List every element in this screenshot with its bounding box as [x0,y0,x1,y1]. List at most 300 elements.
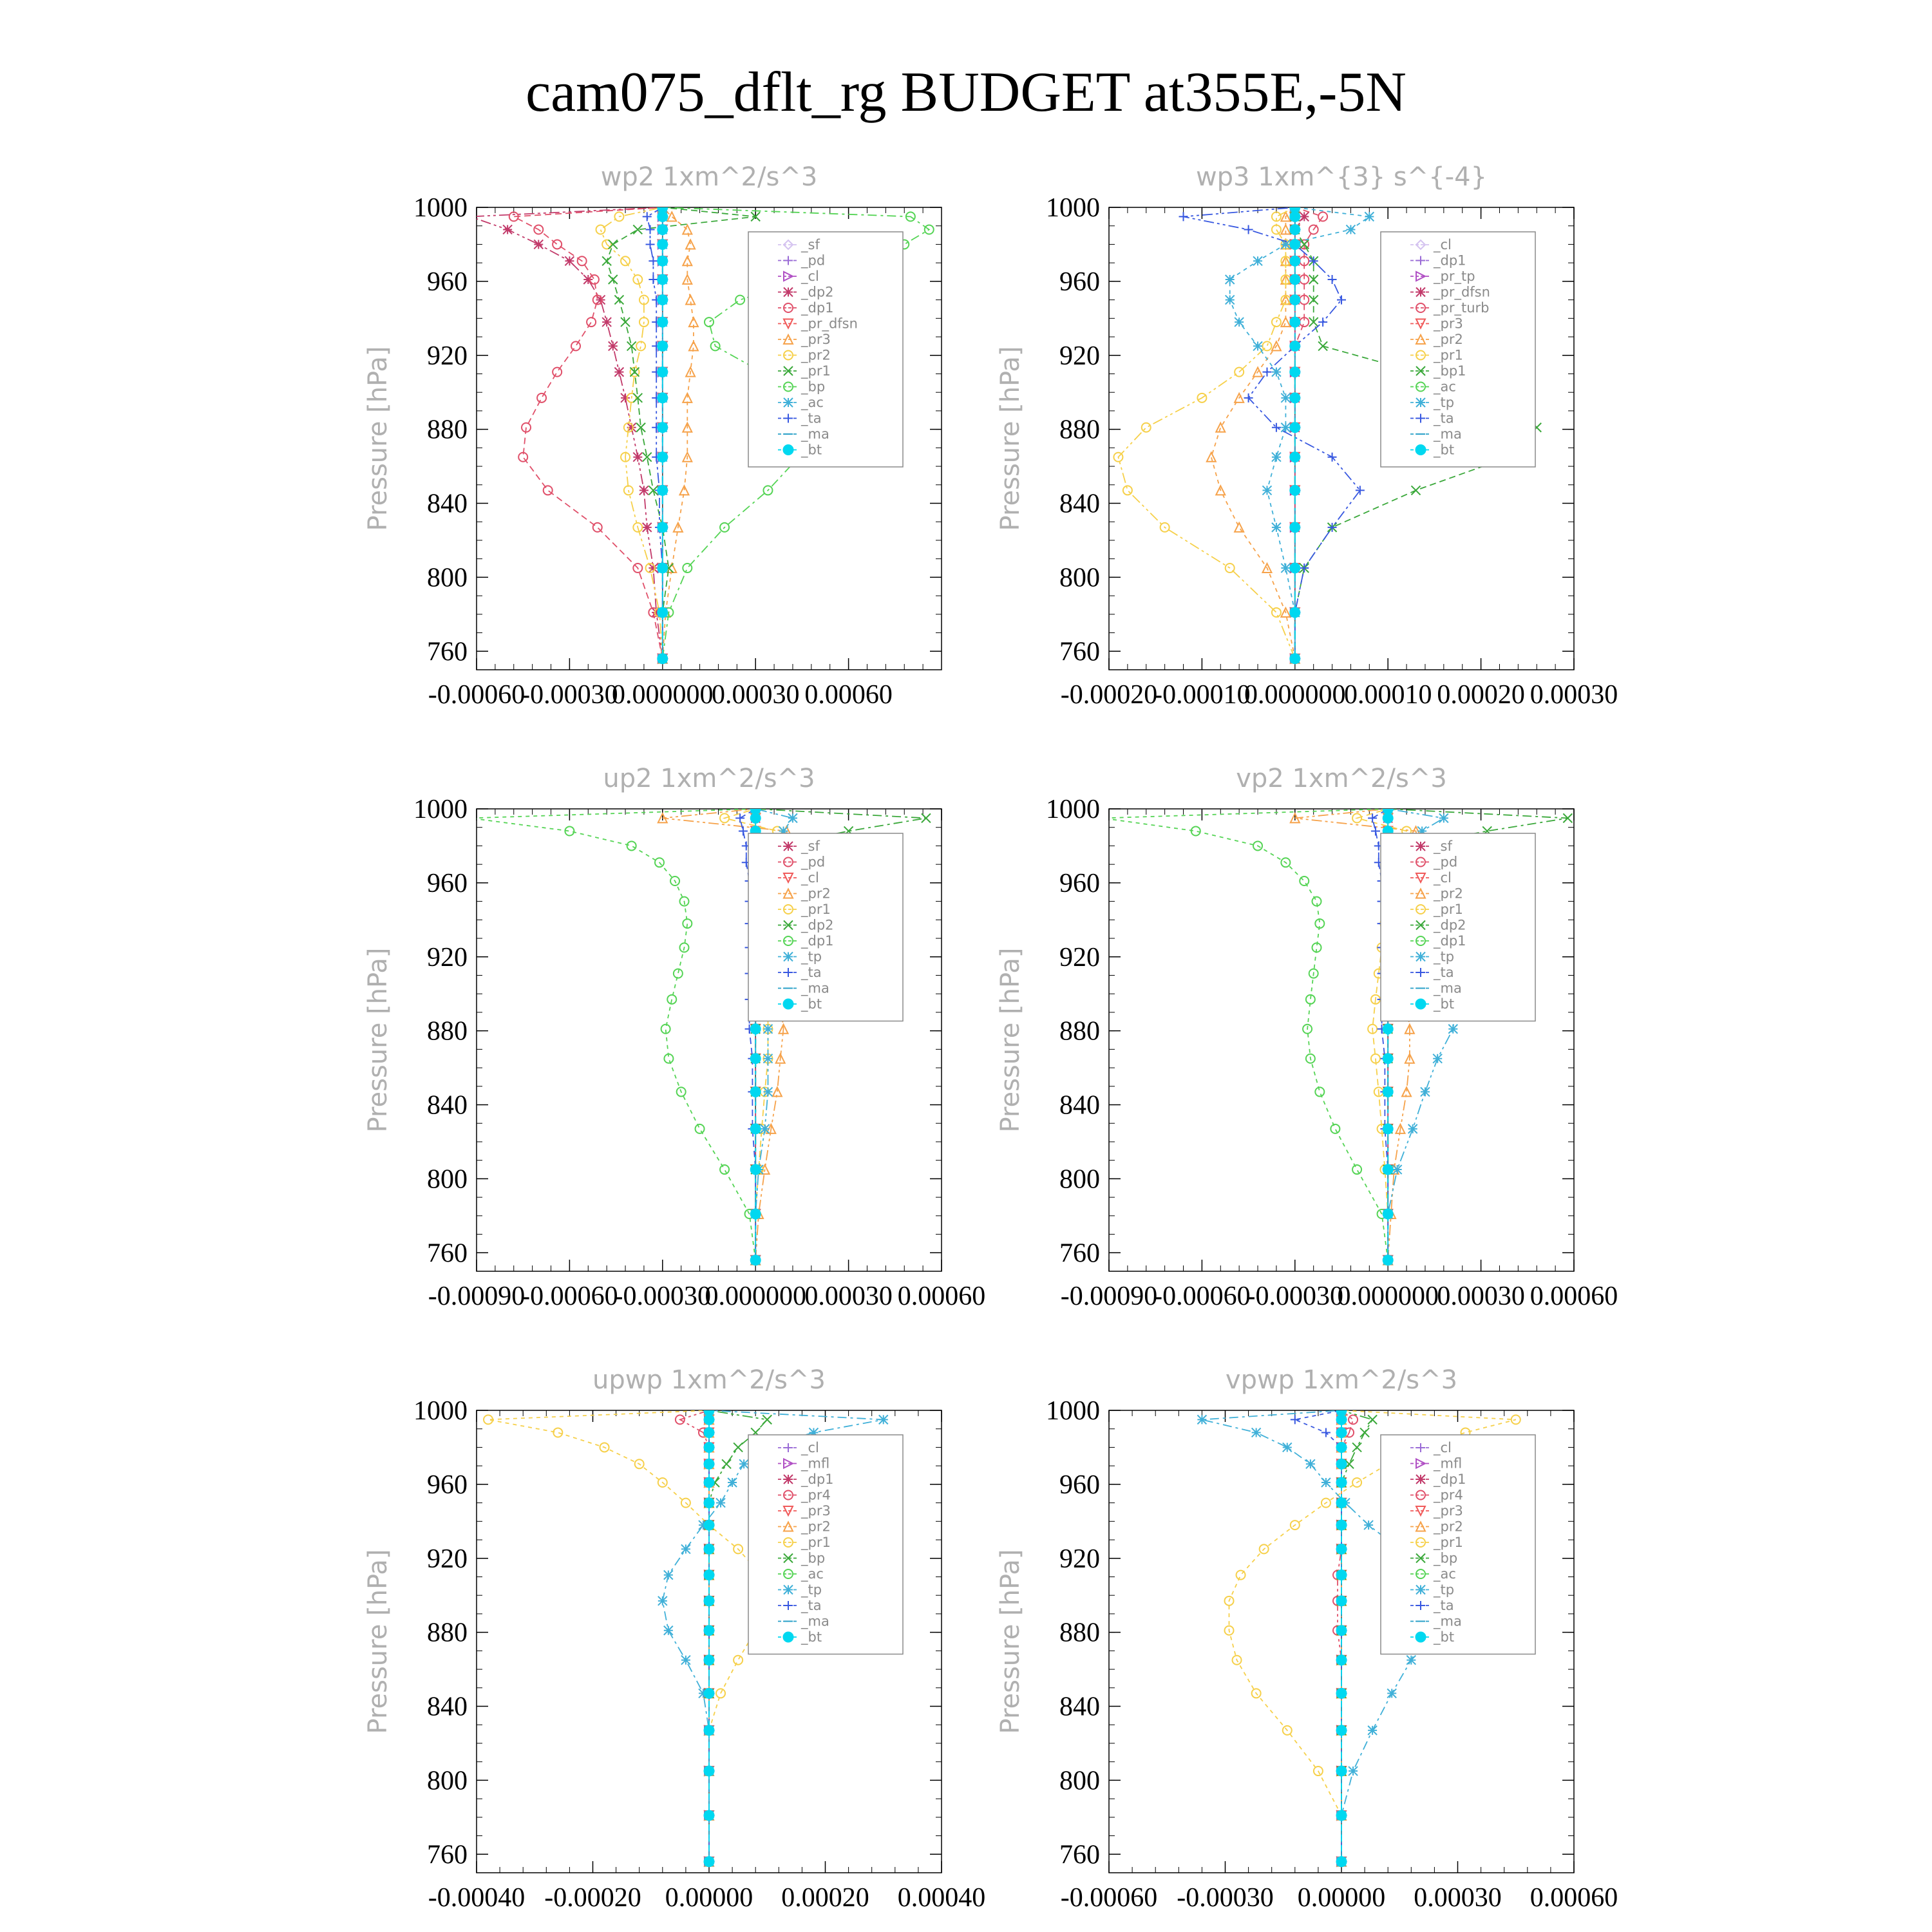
legend-label: _pr_tp [1434,269,1475,284]
x-tick-label: 0.00060 [804,680,893,710]
panel-title: vp2 1xm^2/s^3 [1236,764,1447,793]
legend-label: _bt [801,1629,822,1645]
data-point [1197,1415,1206,1424]
y-tick-label: 840 [427,1692,468,1722]
data-point [704,1596,714,1606]
legend-label: _sf [801,838,820,854]
y-tick-label: 800 [427,1766,468,1796]
y-axis-label: Pressure [hPa] [363,947,393,1133]
legend-label: _mfl [801,1455,830,1472]
data-point [750,1164,761,1175]
data-point [739,1459,748,1468]
x-tick-label: -0.00020 [544,1883,641,1913]
x-tick-label: 0.00030 [1530,680,1618,710]
legend-label: _pr1 [801,1535,831,1550]
data-point [704,1544,714,1554]
data-point [1290,563,1300,573]
data-point [1290,211,1300,222]
legend-label: _pr1 [1434,347,1463,363]
y-tick-label: 760 [1059,637,1100,667]
legend [748,1435,903,1654]
legend-marker [1416,445,1426,455]
data-point [658,224,668,234]
y-tick-label: 920 [427,1544,468,1574]
data-point [1336,1427,1347,1437]
data-point [664,1626,673,1635]
data-point [1252,1428,1261,1437]
y-axis-label: Pressure [hPa] [996,346,1025,531]
legend-marker [1416,1475,1425,1484]
x-tick-label: -0.00030 [521,680,618,710]
legend-label: _pr1 [801,902,831,917]
legend-label: _pr1 [801,363,831,379]
data-point [681,1656,690,1665]
data-point [1433,1054,1442,1063]
data-point [1336,1688,1347,1698]
data-point [1393,1165,1402,1174]
y-tick-label: 760 [427,1238,468,1269]
data-point [728,1478,737,1487]
legend-label: _cl [801,1440,819,1455]
data-point [1272,523,1281,532]
legend-label: _pr3 [1434,1503,1463,1519]
legend-label: _dp1 [1434,252,1466,269]
legend-label: _tp [1434,949,1455,965]
legend-marker [1416,1632,1426,1642]
data-point [704,1477,714,1488]
y-axis-label: Pressure [hPa] [996,947,1025,1133]
data-point [1336,1725,1347,1736]
y-tick-label: 760 [427,1840,468,1870]
data-point [1290,654,1300,664]
y-tick-label: 760 [1059,1840,1100,1870]
legend-marker [784,288,793,297]
x-tick-label: -0.00040 [428,1883,526,1913]
data-point [750,1086,761,1097]
legend-label: _pr3 [1434,316,1463,332]
legend-label: _bp [801,1550,826,1566]
data-point [704,1414,714,1425]
data-point [1346,225,1355,234]
legend-label: _pr4 [1434,1487,1463,1503]
data-point [658,563,668,573]
panel-title: vpwp 1xm^2/s^3 [1225,1365,1458,1395]
x-tick-label: -0.00010 [1153,680,1251,710]
legend-label: _ta [801,1598,822,1613]
legend-marker [1416,288,1425,297]
y-tick-label: 960 [427,868,468,898]
legend-label: _dp1 [1434,933,1466,949]
data-point [750,1124,761,1134]
legend-label: _dp1 [801,300,834,316]
y-tick-label: 880 [427,1016,468,1046]
y-tick-label: 760 [1059,1238,1100,1269]
legend-label: _tp [1434,1582,1455,1598]
legend-marker [784,398,793,407]
data-point [704,1442,714,1452]
data-point [1336,1810,1347,1821]
data-point [1290,239,1300,249]
data-point [704,1725,714,1736]
y-tick-label: 960 [427,267,468,297]
legend-label: _ac [1434,1566,1456,1582]
legend-label: _cl [1434,870,1452,886]
data-point [750,1024,761,1034]
legend-label: _pd [1434,854,1458,870]
x-tick-label: -0.00090 [1060,1282,1158,1311]
legend-label: _pr2 [801,347,831,363]
legend-label: _bt [801,996,822,1012]
data-point [658,211,668,222]
data-point [658,341,668,351]
data-point [658,1596,667,1605]
data-point [609,341,618,350]
y-tick-label: 920 [427,341,468,371]
y-tick-label: 960 [1059,1470,1100,1500]
data-point [704,1459,714,1469]
legend-label: _dp2 [801,917,834,933]
x-tick-label: 0.000000 [612,680,714,710]
data-point [1321,1478,1331,1487]
panel-title: up2 1xm^2/s^3 [603,764,815,793]
legend-label: _bt [1434,442,1455,458]
y-tick-label: 920 [1059,341,1100,371]
legend-label: _tp [801,1582,822,1598]
data-point [658,295,668,305]
legend-label: _dp1 [801,1472,834,1487]
legend-label: _pr3 [801,332,831,347]
data-point [1235,317,1244,327]
x-tick-label: -0.00060 [521,1282,618,1311]
data-point [750,1255,761,1265]
data-point [503,225,512,234]
x-tick-label: 0.000000 [705,1282,806,1311]
x-tick-label: -0.00060 [428,680,526,710]
data-point [1383,1209,1393,1219]
y-tick-label: 800 [427,1164,468,1195]
data-point [1290,256,1300,266]
legend-label: _ma [1434,1613,1462,1629]
y-tick-label: 880 [427,415,468,445]
data-point [658,239,668,249]
data-point [763,1087,772,1096]
y-tick-label: 840 [1059,489,1100,519]
y-tick-label: 840 [1059,1090,1100,1121]
data-point [1290,317,1300,327]
data-point [1290,485,1300,495]
y-tick-label: 800 [1059,1766,1100,1796]
data-point [1336,1477,1347,1488]
data-point [1290,274,1300,285]
y-axis-label: Pressure [hPa] [363,346,393,531]
data-point [534,240,543,249]
x-tick-label: 0.00030 [804,1282,893,1311]
data-point [750,813,761,823]
data-point [1306,1459,1315,1468]
legend-label: _pr1 [1434,902,1463,917]
legend-marker [784,842,793,851]
legend-label: _bp [801,379,826,395]
data-point [658,485,668,495]
legend-label: _cl [801,870,819,886]
x-tick-label: 0.000000 [1337,1282,1439,1311]
data-point [1336,1570,1347,1580]
data-point [704,1688,714,1698]
data-point [763,1025,772,1034]
legend-label: _bt [801,442,822,458]
legend-label: _cl [801,269,819,284]
data-point [1383,1024,1393,1034]
legend-label: _dp2 [1434,917,1466,933]
data-point [1290,452,1300,462]
legend-label: _pr_turb [1434,300,1490,316]
data-point [1290,224,1300,234]
data-point [1290,341,1300,351]
x-tick-label: -0.00030 [614,1282,712,1311]
data-point [704,1520,714,1530]
legend-label: _pr2 [1434,1519,1463,1535]
data-point [716,1499,725,1508]
data-point [1336,1857,1347,1867]
y-tick-label: 960 [427,1470,468,1500]
data-point [1283,1443,1292,1452]
y-tick-label: 880 [427,1618,468,1648]
legend-label: _pd [801,854,826,870]
legend-label: _bt [1434,996,1455,1012]
legend-label: _ta [1434,1598,1454,1613]
legend-label: _sf [1434,838,1452,854]
data-point [1406,1656,1416,1665]
legend-label: _pr1 [1434,1535,1463,1550]
data-point [1421,1087,1430,1096]
data-point [1290,422,1300,433]
data-point [658,607,668,618]
data-point [1349,1766,1358,1776]
data-point [565,256,574,265]
legend [748,833,903,1021]
legend-label: _ta [1434,965,1454,980]
legend-label: _ma [1434,426,1462,442]
data-point [1226,275,1235,284]
legend-label: _tp [801,949,822,965]
data-point [763,1054,772,1063]
data-point [1336,1766,1347,1776]
data-point [1336,1498,1347,1508]
x-tick-label: 0.00020 [781,1883,869,1913]
data-point [1336,1625,1347,1636]
x-tick-label: -0.00020 [1060,680,1158,710]
data-point [1383,813,1393,823]
data-point [681,1544,690,1553]
data-point [1281,423,1290,432]
data-point [1272,453,1281,462]
legend-label: _ta [801,965,822,980]
data-point [1290,367,1300,377]
data-point [1336,1520,1347,1530]
data-point [602,317,611,327]
data-point [1439,813,1448,822]
legend-label: _ta [1434,410,1454,426]
data-point [658,367,668,377]
legend-label: _ac [801,395,824,410]
data-point [1290,522,1300,533]
legend-marker [783,445,793,455]
panel-title: wp2 1xm^2/s^3 [600,162,818,192]
data-point [704,1857,714,1867]
y-tick-label: 920 [427,942,468,972]
data-point [1383,1124,1393,1134]
legend-label: _tp [1434,395,1455,410]
data-point [633,453,642,462]
y-tick-label: 840 [427,489,468,519]
legend-label: _pr_dfsn [1434,284,1490,300]
x-tick-label: -0.00060 [1153,1282,1251,1311]
y-tick-label: 920 [1059,1544,1100,1574]
x-tick-label: 0.00020 [1437,680,1525,710]
data-point [704,1810,714,1821]
data-point [704,1625,714,1636]
data-point [664,1571,673,1580]
legend-marker [1416,398,1425,407]
legend [1381,232,1535,467]
y-axis-label: Pressure [hPa] [996,1549,1025,1734]
data-point [1281,564,1290,573]
legend [1381,1435,1535,1654]
data-point [1272,368,1281,377]
data-point [1383,1255,1393,1265]
data-point [658,274,668,285]
data-point [658,452,668,462]
legend-label: _dp1 [1434,1472,1466,1487]
x-tick-label: -0.00090 [428,1282,526,1311]
data-point [1290,607,1300,618]
data-point [1383,1054,1393,1064]
y-tick-label: 960 [1059,868,1100,898]
y-tick-label: 1000 [413,795,468,824]
y-tick-label: 800 [427,563,468,593]
legend-marker [783,1632,793,1642]
legend-label: _ma [801,1613,829,1629]
data-point [704,1766,714,1776]
data-point [1336,1596,1347,1606]
panel-title: upwp 1xm^2/s^3 [592,1365,826,1395]
legend-label: _mfl [1434,1455,1463,1472]
legend-label: _pr2 [801,1519,831,1535]
data-point [1387,1689,1396,1698]
x-tick-label: 0.00000 [665,1883,753,1913]
data-point [1383,1164,1393,1175]
data-point [658,522,668,533]
data-point [1368,1726,1377,1735]
data-point [658,393,668,403]
legend [1381,833,1535,1021]
data-point [1336,1544,1347,1554]
data-point [1364,1520,1373,1530]
y-tick-label: 800 [1059,563,1100,593]
legend-label: _bt [1434,1629,1455,1645]
data-point [1336,1442,1347,1452]
data-point [658,422,668,433]
x-tick-label: 0.00060 [1530,1883,1618,1913]
legend-marker [1416,1586,1425,1595]
y-tick-label: 760 [427,637,468,667]
data-point [788,813,797,822]
data-point [1365,212,1374,221]
y-tick-label: 800 [1059,1164,1100,1195]
data-point [1226,296,1235,305]
y-tick-label: 880 [1059,1618,1100,1648]
y-tick-label: 1000 [1046,1396,1100,1426]
legend-label: _pr2 [801,886,831,902]
legend-label: _pr2 [1434,332,1463,347]
legend-label: _cl [1434,1440,1452,1455]
y-tick-label: 1000 [1046,193,1100,223]
y-axis-label: Pressure [hPa] [363,1549,393,1734]
x-tick-label: -0.00030 [1177,1883,1274,1913]
legend-label: _ta [801,410,822,426]
legend-label: _ma [801,426,829,442]
x-tick-label: 0.00030 [1437,1282,1525,1311]
data-point [761,1124,770,1133]
data-point [658,256,668,266]
x-tick-label: 0.00060 [897,1282,986,1311]
legend-label: _bp [1434,1550,1458,1566]
data-point [1300,212,1309,221]
legend-label: _pd [801,252,826,269]
data-point [643,523,652,532]
data-point [1448,1025,1457,1034]
legend [748,232,903,467]
data-point [1408,1124,1417,1133]
legend-label: _ac [801,1566,824,1582]
x-tick-label: 0.00030 [711,680,800,710]
data-point [750,1054,761,1064]
y-tick-label: 840 [427,1090,468,1121]
data-point [1290,393,1300,403]
data-point [1336,1414,1347,1425]
data-point [704,1570,714,1580]
legend-label: _dp1 [801,933,834,949]
data-point [1262,486,1271,495]
data-point [879,1415,888,1424]
legend-label: _pr_dfsn [801,316,858,332]
legend-label: _pr3 [801,1503,831,1519]
y-tick-label: 880 [1059,1016,1100,1046]
legend-label: _sf [801,237,820,252]
legend-marker [784,1586,793,1595]
data-point [704,1655,714,1665]
y-tick-label: 920 [1059,942,1100,972]
legend-label: _pr4 [801,1487,831,1503]
y-tick-label: 1000 [413,1396,468,1426]
legend-label: _ma [1434,980,1462,996]
y-tick-label: 1000 [1046,795,1100,824]
legend-label: _bp1 [1434,363,1466,379]
x-tick-label: 0.00060 [1530,1282,1618,1311]
x-tick-label: 0.00010 [1343,680,1432,710]
legend-marker [784,952,793,961]
legend-label: _dp2 [801,284,834,300]
data-point [1253,256,1262,265]
legend-label: _pr2 [1434,886,1463,902]
data-point [1281,393,1290,402]
y-tick-label: 1000 [413,193,468,223]
data-point [614,368,623,377]
y-tick-label: 960 [1059,267,1100,297]
legend-marker [1416,999,1426,1009]
data-point [1290,295,1300,305]
x-tick-label: 0.00000 [1297,1883,1386,1913]
